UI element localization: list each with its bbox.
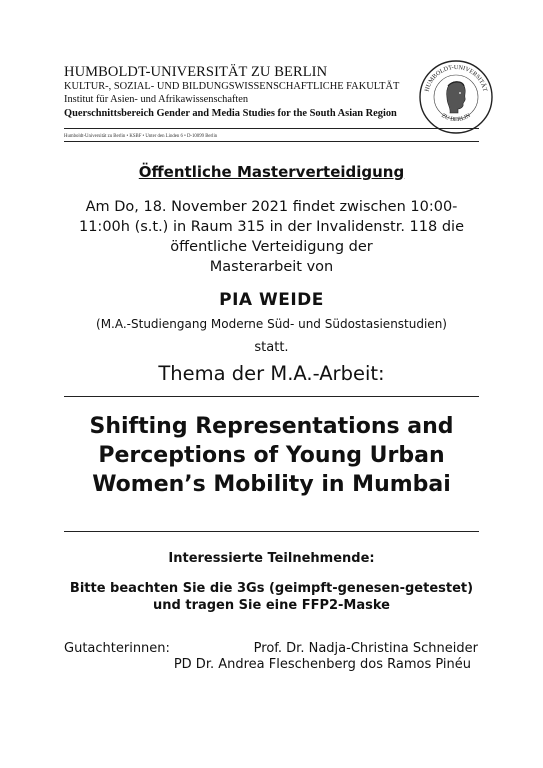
covid-notice-line: und tragen Sie eine FFP2-Maske (153, 598, 390, 613)
address-line: Humboldt-Universität zu Berlin • KSBF • Unter den Linden 6 • D-10099 Berlin (64, 134, 218, 139)
statt-text: statt. (254, 340, 289, 355)
institute-name: Institut für Asien- und Afrikawissenschaften (64, 94, 249, 105)
svg-text:ZU BERLIN (440, 113, 472, 123)
thesis-divider-top (64, 396, 479, 397)
covid-notice-line: Bitte beachten Sie die 3Gs (geimpft-genesen-getestet) (69, 581, 474, 596)
seal-text-top: HUMBOLDT-UNIVERSITÄT (423, 63, 489, 93)
event-description-line: öffentliche Verteidigung der (170, 239, 373, 255)
event-description-line: 11:00h (s.t.) in Raum 315 in der Invalidenstr. 118 die (78, 219, 464, 235)
thesis-title-line: Women’s Mobility in Mumbai (92, 472, 451, 497)
event-title: Öffentliche Masterverteidigung (138, 163, 405, 181)
candidate-name: PIA WEIDE (219, 290, 324, 310)
seal-portrait-icon (447, 82, 466, 113)
thesis-title-line: Perceptions of Young Urban (98, 443, 445, 468)
event-description-line: Masterarbeit von (209, 259, 334, 275)
event-description-line: Am Do, 18. November 2021 findet zwischen 10:00- (85, 199, 458, 215)
covid-notice (40, 580, 503, 614)
seal-text-bottom: ZU BERLIN (440, 112, 472, 124)
reviewers-label: Gutachterinnen: (64, 641, 170, 656)
header-divider-top (64, 128, 479, 129)
thesis-heading: Thema der M.A.-Arbeit: (158, 362, 385, 385)
reviewer-name: Prof. Dr. Nadja-Christina Schneider (253, 641, 478, 656)
thesis-divider-bottom (64, 531, 479, 532)
university-seal-logo (418, 59, 494, 135)
participants-heading: Interessierte Teilnehmende: (168, 551, 375, 566)
research-area: Querschnittsbereich Gender and Media Studies for the South Asian Region (64, 108, 397, 119)
thesis-title (40, 412, 503, 499)
event-description (40, 197, 503, 277)
faculty-name: KULTUR-, SOZIAL- UND BILDUNGSWISSENSCHAFTLICHE FAKULTÄT (64, 81, 400, 92)
university-name: HUMBOLDT-UNIVERSITÄT ZU BERLIN (64, 64, 328, 80)
reviewer-name: PD Dr. Andrea Fleschenberg dos Ramos Pinéu (173, 657, 471, 672)
header-divider-bottom (64, 141, 479, 142)
thesis-title-line: Shifting Representations and (89, 414, 454, 439)
degree-program: (M.A.-Studiengang Moderne Süd- und Südostasienstudien) (96, 317, 447, 331)
